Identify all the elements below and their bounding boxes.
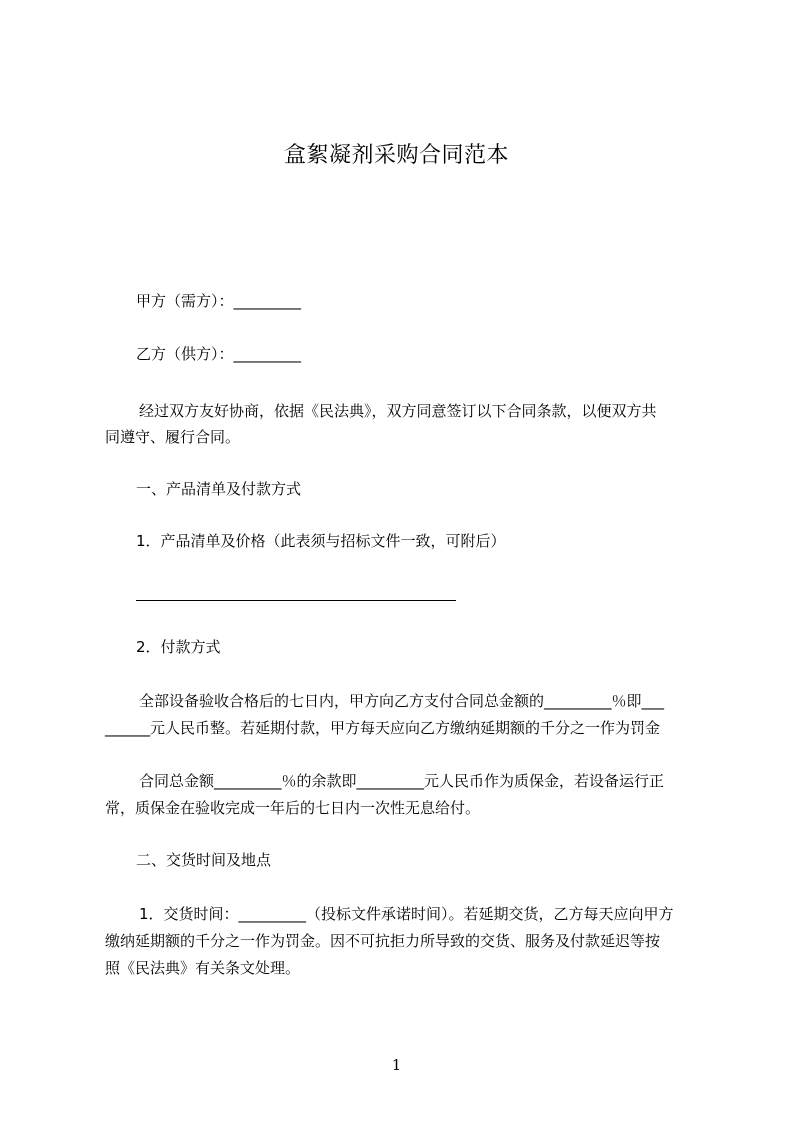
- blank-fill-line: [136, 600, 456, 601]
- delivery-line-1: 1．交货时间：_________（投标文件承诺时间）。若延期交货，乙方每天应向甲方: [139, 905, 674, 923]
- page-number: 1: [391, 1056, 402, 1074]
- delivery-line-2: 缴纳延期额的千分之一作为罚金。因不可抗拒力所导致的交货、服务及付款延迟等按: [105, 932, 661, 950]
- payment-para-2-line-1: 合同总金额_________％的余款即_________元人民币作为质保金，若设备运行正: [139, 772, 665, 790]
- party-b-line: 乙方（供方）：_________: [136, 345, 302, 363]
- intro-line-1: 经过双方友好协商，依据《民法典》，双方同意签订以下合同条款，以便双方共: [139, 402, 657, 420]
- document-title: 盒絮凝剂采购合同范本: [283, 143, 509, 168]
- section-2-heading: 二、交货时间及地点: [136, 851, 272, 869]
- payment-para-1-line-1: 全部设备验收合格后的七日内，甲方向乙方支付合同总金额的_________％即___: [139, 692, 665, 710]
- party-a-line: 甲方（需方）：_________: [136, 292, 302, 310]
- intro-line-2: 同遵守、履行合同。: [105, 428, 241, 446]
- item-1-2: 2．付款方式: [136, 638, 221, 656]
- payment-para-2-line-2: 常，质保金在验收完成一年后的七日内一次性无息给付。: [105, 799, 481, 817]
- item-1-1: 1．产品清单及价格（此表须与招标文件一致，可附后）: [136, 532, 506, 550]
- section-1-heading: 一、产品清单及付款方式: [136, 480, 302, 498]
- delivery-line-3: 照《民法典》有关条文处理。: [105, 959, 301, 977]
- payment-para-1-line-2: ______元人民币整。若延期付款，甲方每天应向乙方缴纳延期额的千分之一作为罚金: [105, 719, 661, 737]
